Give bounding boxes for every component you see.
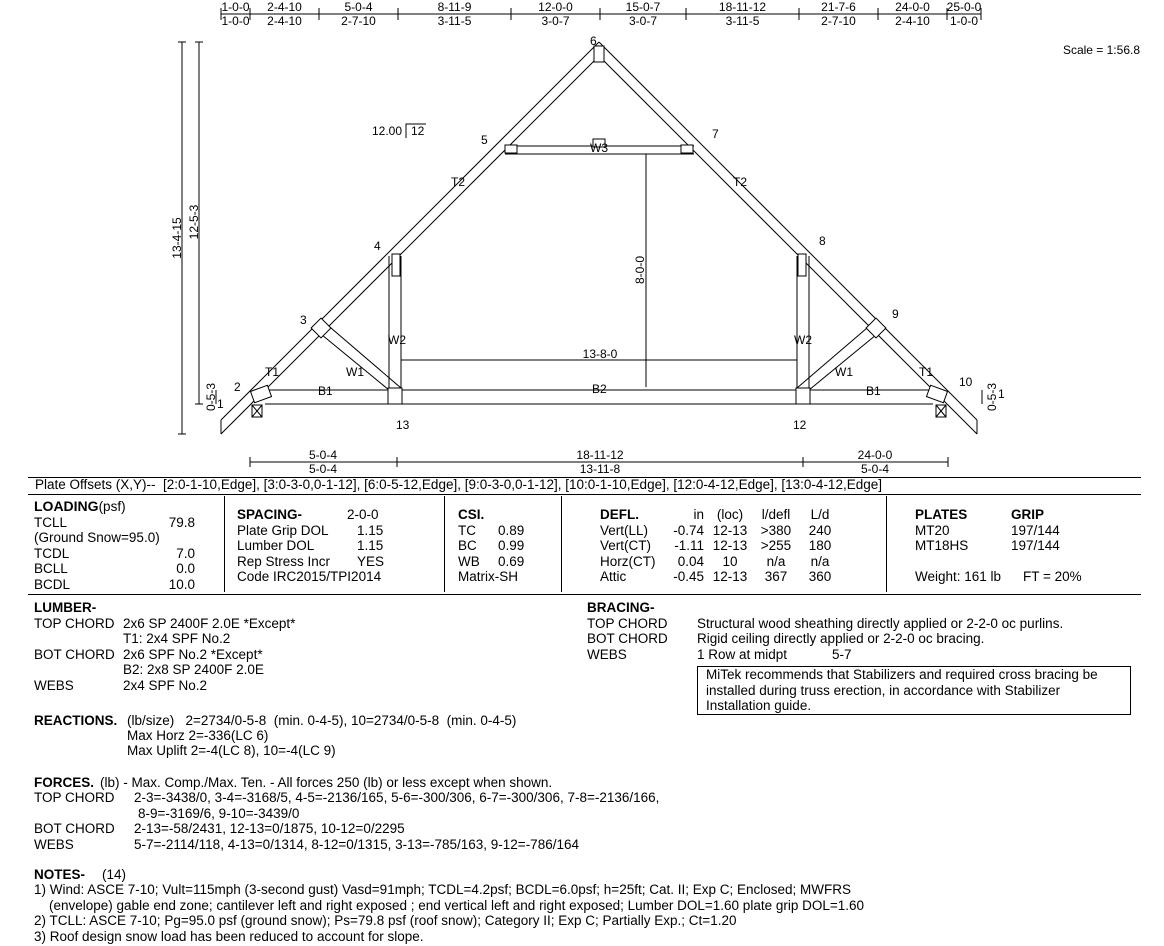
top-dim-cumulative: 1-0-0 bbox=[221, 0, 250, 14]
defl-header: L/d bbox=[810, 507, 830, 522]
member-T1-right: T1 bbox=[919, 365, 934, 379]
top-dim-segment: 3-11-5 bbox=[437, 14, 472, 28]
forces-subtitle: (lb) - Max. Comp./Max. Ten. - All forces 250 (lb) or less except when shown. bbox=[100, 775, 553, 790]
mitek-note-line: Installation guide. bbox=[706, 698, 812, 713]
reactions-line: Max Horz 2=-336(LC 6) bbox=[127, 728, 269, 743]
top-dim-segment: 3-0-7 bbox=[628, 14, 658, 28]
lumber-text: 2x6 SPF No.2 *Except* bbox=[123, 646, 263, 662]
lumber-title: LUMBER- bbox=[34, 600, 97, 615]
spacing-row-value: 1.15 bbox=[357, 538, 384, 553]
top-dim-segment: 1-0-0 bbox=[949, 14, 979, 28]
bottom-dim-lower-1: 5-0-4 bbox=[308, 462, 338, 476]
grip-title: GRIP bbox=[1011, 507, 1045, 522]
height-dimension-lines bbox=[178, 42, 982, 434]
loading-value: 7.0 bbox=[176, 545, 195, 561]
bracing-text: Rigid ceiling directly applied or 2-2-0 oc bracing. bbox=[697, 631, 985, 646]
loading-value: 79.8 bbox=[168, 514, 195, 530]
member-T1-left: T1 bbox=[265, 365, 280, 379]
mitek-note-line: MiTek recommends that Stabilizers and required cross bracing be bbox=[706, 667, 1098, 682]
plate-offsets: Plate Offsets (X,Y)-- [2:0-1-10,Edge], [3:0-3-0,0-1-12], [6:0-5-12,Edge], [9:0-3-0,0-1-12], [10:0-1-10,Edge], [12:0-4-12,Edge], [13:0-4-12,Edge] bbox=[35, 477, 882, 492]
bracing-text: 1 Row at midpt 5-7 bbox=[697, 646, 852, 662]
reactions-line: Max Uplift 2=-4(LC 8), 10=-4(LC 9) bbox=[127, 743, 336, 758]
pitch-rise: 12.00 bbox=[372, 124, 403, 138]
plate-type: MT20 bbox=[915, 522, 950, 538]
bottom-dim-lower-3: 5-0-4 bbox=[860, 462, 890, 476]
bearing-height-left-small: 1 bbox=[217, 397, 224, 411]
lumber-section bbox=[34, 600, 574, 693]
spacing-label: Rep Stress Incr bbox=[237, 553, 331, 569]
scale-label: Scale = 1:56.8 bbox=[1062, 43, 1140, 57]
top-dim-cumulative: 15-0-7 bbox=[625, 0, 661, 14]
csi-label: TC bbox=[458, 522, 476, 538]
joint-6: 6 bbox=[590, 34, 597, 48]
csi-label: WB bbox=[458, 553, 480, 569]
ft-value: FT = 20% bbox=[1023, 569, 1082, 584]
joint-10: 10 bbox=[959, 375, 973, 389]
csi-value: 0.69 bbox=[498, 553, 525, 569]
joint-7: 7 bbox=[712, 127, 719, 141]
spacing-section bbox=[237, 507, 387, 585]
bearing-height-right: 0-5-3 bbox=[985, 382, 999, 412]
member-B1-right: B1 bbox=[866, 384, 881, 398]
csi-label: Matrix-SH bbox=[458, 569, 518, 584]
csi-label: BC bbox=[458, 538, 477, 553]
top-dim-cumulative: 12-0-0 bbox=[538, 0, 573, 14]
member-T2-left: T2 bbox=[451, 175, 466, 189]
top-dim-cumulative: 18-11-12 bbox=[718, 0, 767, 14]
spacing-title: SPACING- bbox=[237, 507, 303, 522]
bottom-dim-upper-1: 5-0-4 bbox=[308, 448, 338, 462]
height-label-inner: 12-5-3 bbox=[187, 204, 201, 240]
lumber-text: B2: 2x8 SP 2400F 2.0E bbox=[123, 662, 264, 677]
defl-row: Vert(LL) -0.74 12-13 >380 240 bbox=[600, 522, 832, 538]
loading-label: (Ground Snow=95.0) bbox=[34, 530, 160, 545]
forces-label bbox=[34, 806, 138, 822]
loading-section bbox=[34, 499, 196, 592]
forces-label: WEBS bbox=[34, 836, 74, 852]
bracing-label: BOT CHORD bbox=[587, 631, 668, 646]
lumber-label bbox=[34, 662, 123, 678]
loading-label: BCDL bbox=[34, 576, 71, 592]
lumber-text: 2x6 SP 2400F 2.0E *Except* bbox=[123, 615, 296, 631]
bracing-label: TOP CHORD bbox=[587, 615, 668, 631]
plate-type: MT18HS bbox=[915, 538, 969, 553]
csi-title: CSI. bbox=[458, 507, 485, 522]
reactions-title: REACTIONS. bbox=[34, 713, 118, 728]
deflection-section bbox=[600, 507, 850, 585]
plates-title: PLATES bbox=[915, 507, 968, 522]
notes-count: (14) bbox=[102, 867, 127, 882]
bracing-label: WEBS bbox=[587, 646, 627, 662]
csi-section bbox=[458, 507, 558, 585]
attic-height-dim: 8-0-0 bbox=[633, 255, 647, 285]
forces-text: 2-3=-3438/0, 3-4=-3168/5, 4-5=-2136/165, 5-6=-300/306, 6-7=-300/306, 7-8=-2136/166, bbox=[134, 790, 660, 805]
joint-5: 5 bbox=[481, 133, 488, 147]
plates-section bbox=[915, 507, 1135, 585]
bracing-section bbox=[587, 600, 1137, 662]
spacing-label: Code IRC2015/TPI2014 bbox=[237, 569, 382, 584]
joint-4: 4 bbox=[374, 239, 381, 253]
bearing-height-right-small: 1 bbox=[998, 387, 1005, 401]
forces-text: 5-7=-2114/118, 4-13=0/1314, 8-12=0/1315, 3-13=-785/163, 9-12=-786/164 bbox=[134, 836, 579, 852]
top-dim-cumulative: 21-7-6 bbox=[821, 0, 856, 14]
top-dim-segment: 2-7-10 bbox=[341, 14, 376, 28]
attic-width-dim: 13-8-0 bbox=[582, 347, 618, 361]
top-dim-segment: 3-0-7 bbox=[541, 14, 570, 28]
member-W2-right: W2 bbox=[794, 333, 812, 347]
bottom-dim-lower-2: 13-11-8 bbox=[579, 462, 621, 476]
member-W1-left: W1 bbox=[346, 365, 364, 379]
lumber-label: WEBS bbox=[34, 677, 74, 693]
bearing-symbols bbox=[252, 405, 946, 417]
spacing-value: 2-0-0 bbox=[347, 507, 379, 522]
height-label-overall: 13-4-15 bbox=[170, 217, 184, 259]
forces-text: 2-13=-58/2431, 12-13=0/1875, 10-12=0/2295 bbox=[134, 821, 405, 836]
bearing-height-left: 0-5-3 bbox=[204, 382, 218, 412]
bracing-text: Structural wood sheathing directly applied or 2-2-0 oc purlins. bbox=[697, 615, 1064, 631]
note-line: 1) Wind: ASCE 7-10; Vult=115mph (3-second gust) Vasd=91mph; TCDL=4.2psf; BCDL=6.0psf; h=25ft; Cat. II; Exp C; Enclosed; MWFRS bbox=[34, 882, 852, 897]
lumber-text: T1: 2x4 SPF No.2 bbox=[123, 631, 231, 646]
mitek-note-line: installed during truss erection, in accordance with Stabilizer bbox=[706, 682, 1061, 698]
spacing-label: Lumber DOL bbox=[237, 538, 315, 553]
note-line: (envelope) gable end zone; cantilever left and right exposed ; end vertical left and right exposed; Lumber DOL=1.60 plate grip DOL=1.60 bbox=[34, 897, 865, 913]
loading-unit: (psf) bbox=[98, 499, 126, 514]
bottom-dim-upper-3: 24-0-0 bbox=[857, 448, 893, 462]
note-line: 3) Roof design snow load has been reduced to account for slope. bbox=[34, 928, 424, 944]
member-W3: W3 bbox=[590, 141, 608, 155]
loading-label: TCDL bbox=[34, 545, 70, 561]
reactions-line: (lb/size) 2=2734/0-5-8 (min. 0-4-5), 10=2734/0-5-8 (min. 0-4-5) bbox=[127, 713, 517, 728]
spacing-label: Plate Grip DOL bbox=[237, 522, 329, 538]
notes-section bbox=[34, 882, 1134, 944]
forces-section bbox=[34, 790, 734, 852]
forces-label: BOT CHORD bbox=[34, 821, 115, 836]
defl-header: (loc) bbox=[716, 507, 744, 522]
defl-header: l/defl bbox=[761, 507, 791, 522]
bottom-dim-upper-2: 18-11-12 bbox=[576, 448, 624, 462]
top-dim-cumulative: 25-0-0 bbox=[946, 0, 982, 14]
joint-13: 13 bbox=[396, 418, 410, 432]
loading-value: 10.0 bbox=[168, 576, 195, 592]
lumber-label bbox=[34, 631, 123, 647]
joint-2: 2 bbox=[234, 380, 241, 394]
defl-header: in bbox=[693, 507, 704, 522]
member-W2-left: W2 bbox=[388, 333, 406, 347]
top-dim-cumulative: 5-0-4 bbox=[344, 0, 373, 14]
note-line: 2) TCLL: ASCE 7-10; Pg=95.0 psf (ground snow); Ps=79.8 psf (roof snow); Category II; Exp C; Partially Exp.; Ct=1.20 bbox=[34, 913, 737, 928]
truss-weight: Weight: 161 lb bbox=[915, 569, 1002, 584]
member-B2: B2 bbox=[592, 382, 607, 396]
defl-title: DEFL. bbox=[600, 507, 639, 522]
truss-members bbox=[221, 42, 977, 434]
plate-grip: 197/144 bbox=[1011, 522, 1060, 538]
notes-title: NOTES- bbox=[34, 867, 86, 882]
top-dim-segment: 2-7-10 bbox=[821, 14, 856, 28]
member-T2-right: T2 bbox=[733, 175, 748, 189]
lumber-label: TOP CHORD bbox=[34, 615, 115, 631]
joint-8: 8 bbox=[819, 234, 826, 248]
forces-text: 8-9=-3169/6, 9-10=-3439/0 bbox=[138, 805, 300, 821]
top-dim-segment: 3-11-5 bbox=[725, 14, 760, 28]
defl-row: Horz(CT) 0.04 10 n/a n/a bbox=[600, 553, 830, 569]
pitch-run: 12 bbox=[411, 124, 425, 138]
csi-value: 0.89 bbox=[498, 522, 525, 538]
forces-label: TOP CHORD bbox=[34, 790, 115, 805]
top-dim-cumulative: 8-11-9 bbox=[437, 0, 472, 14]
joint-12: 12 bbox=[793, 418, 807, 432]
plate-grip: 197/144 bbox=[1011, 538, 1060, 553]
top-dim-cumulative: 24-0-0 bbox=[895, 0, 930, 14]
member-W1-right: W1 bbox=[835, 365, 853, 379]
top-dim-cumulative: 2-4-10 bbox=[267, 0, 302, 14]
joint-3: 3 bbox=[300, 313, 307, 327]
joint-9: 9 bbox=[892, 307, 899, 321]
forces-title: FORCES. bbox=[34, 775, 95, 790]
top-dim-segment: 2-4-10 bbox=[895, 14, 930, 28]
loading-label: BCLL bbox=[34, 561, 68, 576]
spacing-row-value: YES bbox=[357, 553, 385, 569]
top-dimension-line bbox=[221, 8, 981, 20]
loading-title: LOADING bbox=[34, 498, 99, 514]
top-dim-segment: 1-0-0 bbox=[221, 14, 250, 28]
top-dim-segment: 2-4-10 bbox=[267, 14, 302, 28]
lumber-label: BOT CHORD bbox=[34, 646, 115, 662]
loading-value: 0.0 bbox=[176, 561, 195, 576]
defl-row: Vert(CT) -1.11 12-13 >255 180 bbox=[600, 538, 832, 553]
member-B1-left: B1 bbox=[318, 384, 333, 398]
mitek-note-box bbox=[697, 666, 1131, 715]
bracing-title: BRACING- bbox=[587, 600, 655, 615]
csi-value: 0.99 bbox=[498, 538, 525, 553]
defl-row: Attic -0.45 12-13 367 360 bbox=[600, 569, 832, 584]
loading-label: TCLL bbox=[34, 514, 68, 530]
spacing-row-value: 1.15 bbox=[357, 522, 384, 538]
lumber-text: 2x4 SPF No.2 bbox=[123, 677, 208, 693]
